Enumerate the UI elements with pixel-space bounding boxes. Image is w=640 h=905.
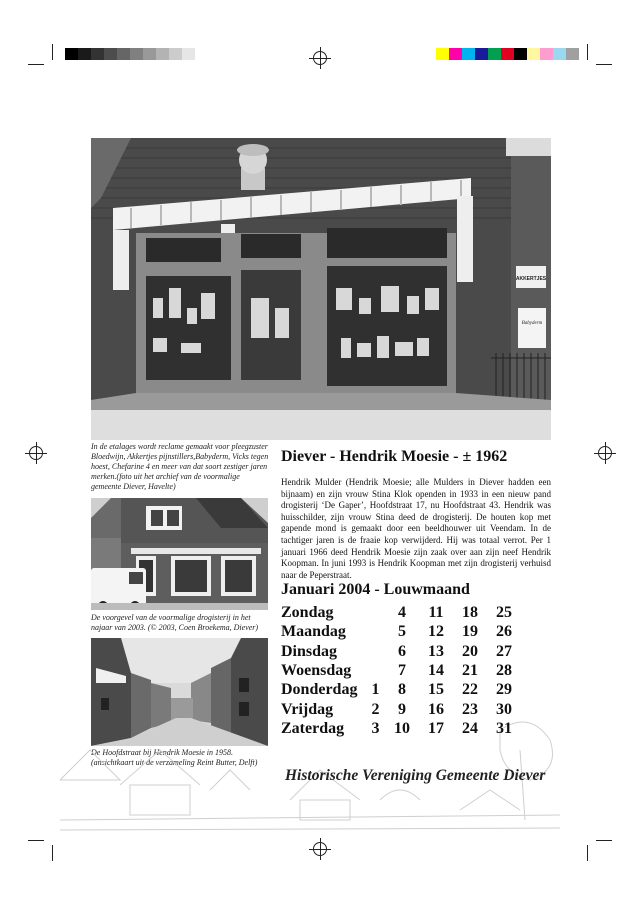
- calendar-date: 7: [398, 662, 406, 680]
- color-swatch: [462, 48, 475, 60]
- crop-mark: [28, 64, 44, 65]
- color-swatch: [475, 48, 488, 60]
- article-body: Hendrik Mulder (Hendrik Moesie; alle Mulders in Diever hadden een bijnaam) en zijn vrouw Stina Klok openden in 1933 in een nieuw pand drogisterij ‘De Gaper’, Hoofdstraat 17, nu Hoofdstraat 43. Hendrik was huisschilder, zijn vrouw Stina deed de drogisterij. De houten kop met gapende mond is gemaakt door een beeldhouwer uit Veendam. In de tachtiger jaren is de fraaie kop verwijderd. Hij was totaal verrot. Per 1 januari 1966 deed Hendrik Moesie zijn zaak over aan zijn neef Hendrik Koopman. In juni 1993 is Hendrik Koopman met zijn drogisterij verhuisd naar de Peperstraat.: [281, 477, 551, 580]
- weekday-label: Maandag: [281, 623, 346, 641]
- grayscale-swatch: [143, 48, 156, 60]
- calendar-date: 21: [462, 662, 478, 680]
- babyderm-sign: Babyderm: [521, 321, 543, 326]
- calendar-date: 14: [428, 662, 444, 680]
- calendar-date: 3: [371, 719, 380, 737]
- house-photo: [91, 498, 268, 610]
- calendar-row: [281, 603, 521, 622]
- calendar-row: [281, 661, 521, 680]
- calendar-date: 11: [428, 604, 444, 622]
- calendar-row: [281, 719, 521, 738]
- registration-mark-icon: [598, 446, 612, 460]
- color-swatch: [553, 48, 566, 60]
- weekday-label: Zondag: [281, 604, 334, 622]
- weekday-label: Donderdag: [281, 681, 358, 699]
- crop-mark: [587, 845, 588, 861]
- grayscale-swatch: [65, 48, 78, 60]
- calendar-row: [281, 642, 521, 661]
- grayscale-swatch: [104, 48, 117, 60]
- color-swatch: [501, 48, 514, 60]
- grayscale-swatch: [156, 48, 169, 60]
- calendar-date: 12: [428, 623, 444, 641]
- registration-mark-icon: [29, 446, 43, 460]
- weekday-label: Dinsdag: [281, 642, 338, 660]
- weekday-label: Zaterdag: [281, 719, 345, 737]
- color-swatch: [488, 48, 501, 60]
- crop-mark: [596, 840, 612, 841]
- grayscale-swatch: [117, 48, 130, 60]
- calendar-date: 17: [428, 719, 444, 737]
- footer-organization: Historische Vereniging Gemeente Diever: [285, 767, 546, 784]
- grayscale-swatch: [130, 48, 143, 60]
- calendar-date: 18: [462, 604, 478, 622]
- registration-mark-icon: [313, 842, 327, 856]
- crop-mark: [28, 840, 44, 841]
- calendar-date: 4: [398, 604, 406, 622]
- crop-mark: [52, 44, 53, 60]
- calendar-date: 5: [398, 623, 406, 641]
- registration-mark-icon: [313, 51, 327, 65]
- weekday-label: Vrijdag: [281, 700, 334, 718]
- calendar-date: 28: [496, 662, 512, 680]
- top-photo-caption: In de etalages wordt reclame gemaakt voor pleegzuster Bloedwijn, Akkertjes pijnstillers,Babyderm, Vicks tegen hoest, Chefarine 4 en meer van dat soort zestiger jaren merken.(foto uit het archief van de voormalige gemeente Diever, Havelte): [91, 442, 269, 491]
- grayscale-swatch: [78, 48, 91, 60]
- calendar-date: 31: [496, 719, 512, 737]
- calendar-date: 20: [462, 642, 478, 660]
- calendar-month-title: Januari 2004 - Louwmaand: [281, 581, 470, 598]
- calendar-date: 16: [428, 700, 444, 718]
- calendar-date: 9: [398, 700, 406, 718]
- calendar-date: 30: [496, 700, 512, 718]
- akkertjes-sign: AKKERTJES: [515, 276, 547, 282]
- calendar-row: [281, 699, 521, 718]
- color-swatch: [540, 48, 553, 60]
- calendar-date: 29: [496, 681, 512, 699]
- calendar-date: 1: [371, 681, 380, 699]
- calendar-date: [366, 642, 385, 661]
- calendar-date: 23: [462, 700, 478, 718]
- grayscale-swatch: [182, 48, 195, 60]
- grayscale-swatch: [169, 48, 182, 60]
- calendar-date: 24: [462, 719, 478, 737]
- color-swatch: [449, 48, 462, 60]
- calendar-date: 19: [462, 623, 478, 641]
- calendar-table: [281, 603, 521, 738]
- color-swatch: [436, 48, 449, 60]
- calendar-date: 8: [398, 681, 406, 699]
- calendar-row: [281, 622, 521, 641]
- color-swatch: [566, 48, 579, 60]
- shop-photo: [91, 138, 551, 440]
- calendar-date: [366, 603, 385, 622]
- middle-photo-caption: De voorgevel van de voormalige drogisterij in het najaar van 2003. (© 2003, Coen Broekema, Diever): [91, 613, 259, 632]
- calendar-date: 27: [496, 642, 512, 660]
- color-bar: [436, 48, 579, 60]
- article-title: Diever - Hendrik Moesie - ± 1962: [281, 448, 508, 465]
- crop-mark: [596, 64, 612, 65]
- calendar-date: 25: [496, 604, 512, 622]
- calendar-date: 13: [428, 642, 444, 660]
- color-swatch: [527, 48, 540, 60]
- color-swatch: [514, 48, 527, 60]
- calendar-date: [366, 622, 385, 641]
- calendar-date: 10: [394, 719, 410, 737]
- calendar-date: 6: [398, 642, 406, 660]
- bottom-photo-caption: De Hoofdstraat bij Hendrik Moesie in 1958. (ansichtkaart uit de verzameling Reint Butter, Delft): [91, 748, 258, 767]
- calendar-date: [366, 661, 385, 680]
- calendar-date: 15: [428, 681, 444, 699]
- crop-mark: [587, 44, 588, 60]
- crop-mark: [52, 845, 53, 861]
- grayscale-swatch: [91, 48, 104, 60]
- calendar-date: 26: [496, 623, 512, 641]
- calendar-row: [281, 680, 521, 699]
- calendar-date: 22: [462, 681, 478, 699]
- weekday-label: Woensdag: [281, 662, 352, 680]
- grayscale-bar: [65, 48, 195, 60]
- calendar-date: 2: [371, 700, 380, 718]
